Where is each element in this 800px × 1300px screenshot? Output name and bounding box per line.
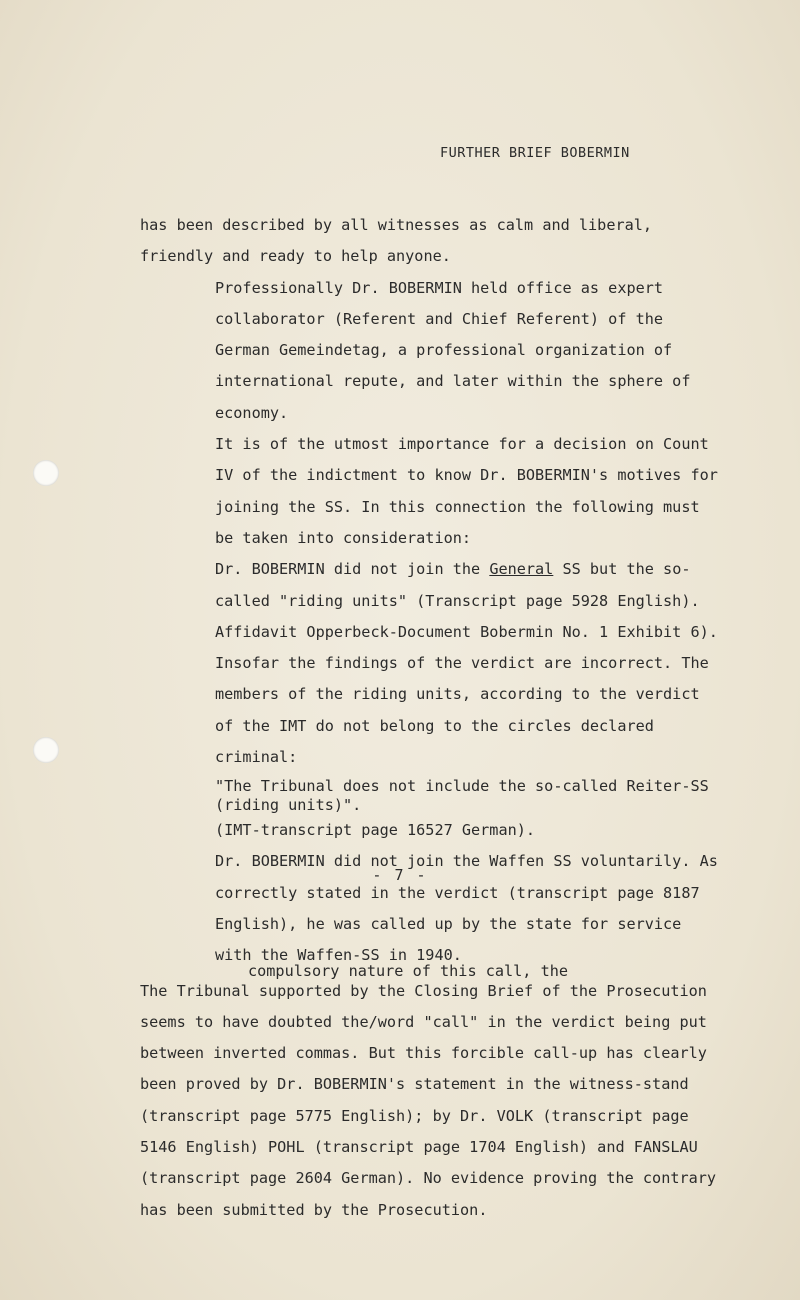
- paragraph: Insofar the findings of the verdict are incorrect. The members of the riding units, according to the verdict of the IMT do not belong to the circles declared criminal:: [215, 654, 709, 767]
- paragraph-text: But this forcible call-up has clearly been proved by Dr. BOBERMIN's statement in the witness-stand (transcript page 5775 English); by Dr. VOLK (transcript page 5146 English) POHL (transcript page 1704 English) and FANSLAU (transcript page 2604 German). No evidence proving the contrary has been submitted by the Prosecution.: [140, 1044, 717, 1219]
- quotation-citation: (IMT-transcript page 16527 German).: [215, 821, 536, 840]
- underlined-word: General: [489, 560, 554, 579]
- punch-hole: [33, 460, 59, 486]
- paragraph: [140, 554, 720, 648]
- paragraph: It is of the utmost importance for a decision on Count IV of the indictment to know Dr. BOBERMIN's motives for joining the SS. In this connection the following must be taken into consideration:: [215, 435, 718, 547]
- paragraph: Dr. BOBERMIN did not join the Waffen SS voluntarily. As correctly stated in the verdict (transcript page 8187 English), he was called up by the state for service with the Waffen-SS in 1940.: [215, 852, 718, 965]
- interlinear-insertion: compulsory nature of this call, the: [248, 961, 569, 980]
- paragraph-text: SS but the so-called "riding units" (Transcript page 5928 English). Affidavit Opperbeck-Document Bobermin No. 1 Exhibit 6).: [215, 560, 718, 641]
- page-header: FURTHER BRIEF BOBERMIN: [440, 145, 630, 161]
- page-number: - 7 -: [372, 866, 428, 884]
- paragraph-text: The Tribunal supported by the Closing Brief of the Prosecution seems to have doubted the/word "call" in the verdict being put between inverted commas.: [140, 981, 707, 1063]
- paragraph: has been described by all witnesses as calm and liberal, friendly and ready to help anyone.: [140, 216, 653, 266]
- paragraph: [140, 961, 720, 1226]
- paragraph: Professionally Dr. BOBERMIN held office as expert collaborator (Referent and Chief Referent) of the German Gemeindetag, a professional organization of international repute, and later within the sphere of economy.: [215, 278, 691, 422]
- punch-hole: [33, 737, 59, 763]
- paragraph-text: Dr. BOBERMIN did not join the: [215, 560, 490, 579]
- quotation: "The Tribunal does not include the so-called Reiter-SS (riding units)".: [215, 777, 709, 815]
- document-body: [140, 210, 720, 1226]
